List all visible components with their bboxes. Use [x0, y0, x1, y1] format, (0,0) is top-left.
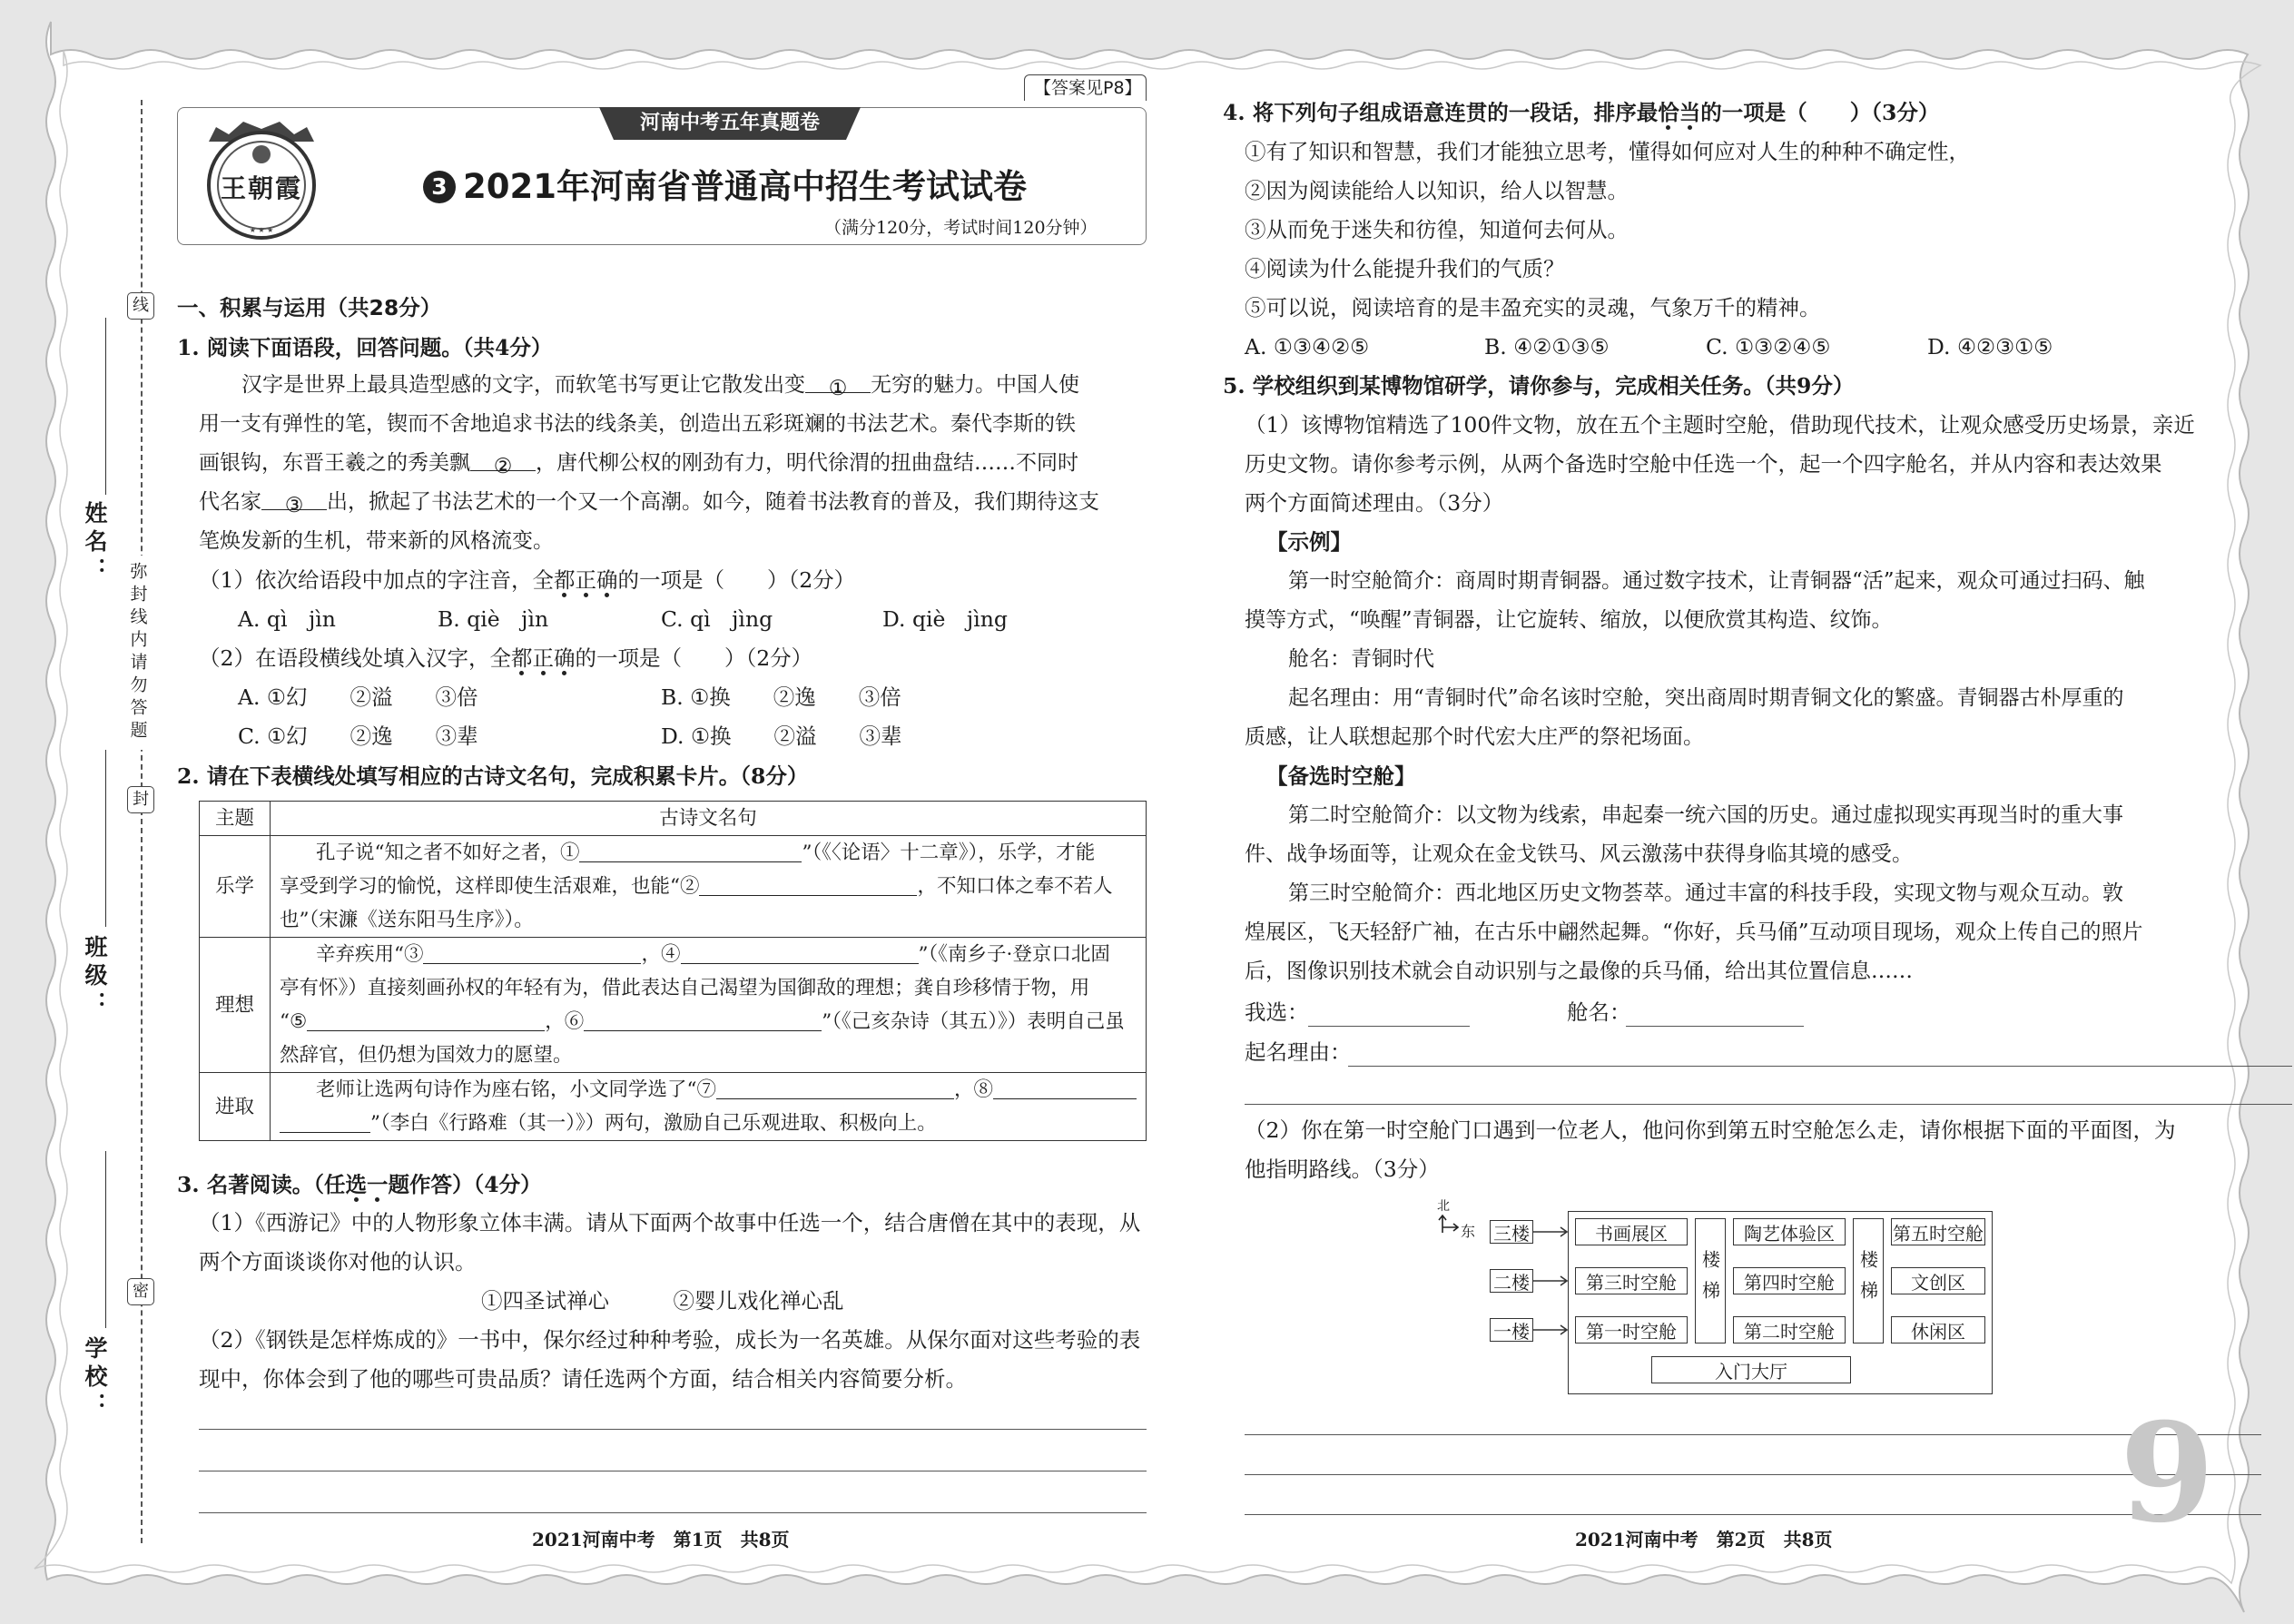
table-header-row — [200, 802, 1147, 836]
exam-subtitle: （满分120分，考试时间120分钟） — [824, 218, 1098, 238]
answer-line[interactable] — [199, 1512, 1147, 1513]
logo-text: 王朝霞 — [220, 173, 302, 203]
example-line: 摸等方式，“唤醒”青铜器，让它旋转、缩放，以便欣赏其构造、纹饰。 — [1245, 608, 1893, 632]
q1-stem: 1. 阅读下面语段，回答问题。（共4分） — [177, 335, 553, 360]
q5-sub1-line2: 历史文物。请你参考示例，从两个备选时空舱中任选一个，起一个四字舱名，并从内容和表达效果 — [1245, 451, 2162, 477]
page-footer: 2021河南中考 第1页 共8页 — [532, 1529, 790, 1550]
floor-plan — [1437, 1196, 2000, 1396]
q1-sub2-option-c[interactable]: C. ①幻 ②逸 ③辈 — [238, 723, 478, 749]
q1-sub2: （2）在语段横线处填入汉字，全都正确的一项是（ ）（2分） — [199, 645, 813, 671]
q3-stem: 3. 名著阅读。（任选一题作答）（4分） — [177, 1172, 542, 1197]
q4-sentence-1: ①有了知识和智慧，我们才能独立思考，懂得如何应对人生的种种不确定性， — [1245, 139, 1970, 164]
example-line: 质感，让人联想起那个时代宏大庄严的祭祀场面。 — [1245, 725, 1704, 749]
blank-poem-7[interactable] — [716, 1076, 954, 1099]
q1-sub1-option-c[interactable]: C. qì jìng — [661, 606, 773, 632]
svg-text:★ ★ ★: ★ ★ ★ — [249, 226, 274, 234]
q1-sub1-option-a[interactable]: A. qì jìn — [238, 606, 336, 632]
choose-label: 我选： — [1245, 999, 1309, 1025]
binding-mark-feng: 封 — [127, 786, 154, 813]
table-row — [200, 836, 1147, 938]
answer-line[interactable] — [1245, 1474, 2261, 1475]
room-pottery[interactable]: 陶艺体验区 — [1733, 1218, 1846, 1245]
reason-field[interactable] — [1348, 1066, 2292, 1067]
blank-poem-4[interactable] — [681, 940, 919, 964]
blank-poem-1[interactable] — [579, 839, 802, 862]
q4-option-a[interactable]: A. ①③④②⑤ — [1245, 334, 1370, 359]
answer-reference: 【答案见P8】 — [1024, 74, 1147, 101]
q1-sub2-option-a[interactable]: A. ①幻 ②溢 ③倍 — [238, 684, 478, 710]
theme-cell: 进取 — [200, 1073, 271, 1141]
q3-sub2-line1: （2）《钢铁是怎样炼成的》一书中，保尔经过种种考验，成长为一名英雄。从保尔面对这些考验的表 — [199, 1327, 1141, 1353]
room-gift-shop[interactable]: 文创区 — [1891, 1267, 1985, 1294]
binding-mark-mi: 密 — [127, 1278, 154, 1305]
publisher-logo — [192, 114, 330, 241]
example-line: 第一时空舱简介：商周时期青铜器。通过数字技术，让青铜器“活”起来，观众可通过扫码、触 — [1288, 569, 2145, 593]
name-label: 姓名： — [82, 501, 108, 586]
blank-poem-6[interactable] — [584, 1008, 822, 1031]
q4-sentence-5: ⑤可以说，阅读培育的是丰盈充实的灵魂，气象万千的精神。 — [1245, 295, 1821, 320]
q1-sub1-option-d[interactable]: D. qiè jìng — [882, 606, 1008, 632]
blank-poem-3[interactable] — [423, 940, 641, 964]
q3-sub1-line1: （1）《西游记》中的人物形象立体丰满。请从下面两个故事中任选一个，结合唐僧在其中的表现，从 — [199, 1210, 1141, 1235]
q4-option-d[interactable]: D. ④②③①⑤ — [1927, 334, 2053, 359]
q4-sentence-2: ②因为阅读能给人以知识，给人以智慧。 — [1245, 178, 1629, 203]
alternatives-heading: 【备选时空舱】 — [1266, 763, 1416, 789]
poem-cell: 辛弃疾用“③ ，④ ”（《南乡子·登京口北固 亭有怀》）直接刻画孙权的年轻有为，借此表达自己渴望为国御敌的理想；龚自珍移情于物，用 “⑤ ，⑥ ”（《己亥杂诗（其五）》）表明自己虽 然辞官，但仍想为国效力的愿望。 — [270, 938, 1146, 1073]
q5-sub2-line2: 他指明路线。（3分） — [1245, 1156, 1440, 1182]
q1-passage-line3: 画银钩，东晋王羲之的秀美飘 ② ，唐代柳公权的刚劲有力，明代徐渭的扭曲盘结……不同时 — [199, 444, 1078, 483]
q1-passage-line5: 笔焕发新的生机，带来新的风格流变。 — [199, 529, 554, 553]
stairs-right[interactable]: 楼梯 — [1853, 1218, 1884, 1343]
floor-arrows-icon — [1533, 1220, 1570, 1347]
blank-1[interactable]: ① — [805, 369, 871, 393]
blank-2[interactable]: ② — [470, 448, 536, 471]
poem-cell: 老师让选两句诗作为座右铭，小文同学选了“⑦ ，⑧ ”（李白《行路难（其一）》）两句，激励自己乐观进取、积极向上。 — [270, 1073, 1146, 1141]
q5-stem: 5. 学校组织到某博物馆研学，请你参与，完成相关任务。（共9分） — [1223, 373, 1855, 399]
example-line: 舱名：青铜时代 — [1288, 647, 1434, 671]
room-cabin-3[interactable]: 第三时空舱 — [1575, 1267, 1688, 1294]
floor-label-2: 二楼 — [1490, 1269, 1533, 1293]
title-text: 2021年河南省普通高中招生考试试卷 — [463, 167, 1027, 206]
blank-poem-8-start[interactable] — [993, 1076, 1137, 1099]
q5-sub2-line1: （2）你在第一时空舱门口遇到一位老人，他问你到第五时空舱怎么走，请你根据下面的平面图，为 — [1245, 1117, 2176, 1143]
right-page — [1147, 0, 2294, 1624]
blank-3[interactable]: ③ — [261, 487, 327, 510]
answer-line[interactable] — [1245, 1514, 2261, 1515]
q1-sub1: （1）依次给语段中加点的字注音，全都正确的一项是（ ）（2分） — [199, 567, 856, 593]
q1-passage-line4: 代名家 ③ 出，掀起了书法艺术的一个又一个高潮。如今，随着书法教育的普及，我们期待这支 — [199, 483, 1099, 522]
cabin-name-label: 舱名： — [1567, 999, 1631, 1025]
q2-stem: 2. 请在下表横线处填写相应的古诗文名句，完成积累卡片。（8分） — [177, 763, 809, 789]
choose-field[interactable] — [1308, 1026, 1470, 1027]
alternative-line: 煌展区，飞天轻舒广袖，在古乐中翩然起舞。“你好，兵马俑”互动项目现场，观众上传自己的照片 — [1245, 920, 2143, 944]
example-line: 起名理由：用“青铜时代”命名该时空舱，突出商周时期青铜文化的繁盛。青铜器古朴厚重的 — [1288, 686, 2124, 710]
exam-title — [423, 159, 1027, 208]
blank-poem-8-end[interactable] — [280, 1109, 370, 1133]
theme-cell: 乐学 — [200, 836, 271, 938]
series-label: 河南中考五年真题卷 — [639, 112, 820, 134]
binding-mark-xian: 线 — [127, 292, 154, 320]
page-number-watermark: 9 — [2120, 1393, 2215, 1553]
room-cabin-1[interactable]: 第一时空舱 — [1575, 1316, 1688, 1343]
compass-arrows-icon — [1437, 1213, 1459, 1235]
col-theme: 主题 — [200, 802, 271, 836]
q1-sub1-option-b[interactable]: B. qiè jìn — [438, 606, 549, 632]
compass-north: 北 — [1437, 1199, 1450, 1214]
room-cabin-2[interactable]: 第二时空舱 — [1733, 1316, 1846, 1343]
floor-label-3: 三楼 — [1490, 1220, 1533, 1244]
binding-note: 弥封线内请勿答题 — [118, 556, 158, 750]
table-row — [200, 938, 1147, 1073]
room-cabin-4[interactable]: 第四时空舱 — [1733, 1267, 1846, 1294]
col-poem: 古诗文名句 — [270, 802, 1146, 836]
page-footer: 2021河南中考 第2页 共8页 — [1575, 1529, 1833, 1550]
stairs-left[interactable]: 楼梯 — [1695, 1218, 1726, 1343]
school-field[interactable] — [105, 1151, 106, 1328]
q5-sub1-line3: 两个方面简述理由。（3分） — [1245, 490, 1504, 516]
poem-cell: 孔子说“知之者不如好之者，① ”（《〈论语〉十二章》），乐学，才能 享受到学习的愉悦，这样即使生活艰难，也能“② ，不知口体之奉不若人 也”（宋濂《送东阳马生序》）。 — [270, 836, 1146, 938]
table-row — [200, 1073, 1147, 1141]
q4-option-c[interactable]: C. ①③②④⑤ — [1706, 334, 1831, 359]
section-heading: 一、积累与运用（共28分） — [177, 295, 442, 320]
q1-passage-line1: 汉字是世界上最具造型感的文字，而软笔书写更让它散发出变 ① 无穷的魅力。中国人使 — [241, 366, 1079, 405]
q1-sub2-option-d[interactable]: D. ①换 ②溢 ③辈 — [661, 723, 902, 749]
reason-field[interactable] — [1245, 1104, 2292, 1105]
q1-passage-line2: 用一支有弹性的笔，锲而不舍地追求书法的线条美，创造出五彩斑斓的书法艺术。秦代李斯的铁 — [199, 412, 1076, 436]
q5-sub1-line1: （1）该博物馆精选了100件文物，放在五个主题时空舱，借助现代技术，让观众感受历史场景，亲近 — [1245, 412, 2195, 438]
q4-stem: 4. 将下列句子组成语意连贯的一段话，排序最恰当的一项是（ ）（3分） — [1223, 100, 1940, 125]
blank-poem-5[interactable] — [307, 1008, 545, 1031]
room-lounge[interactable]: 休闲区 — [1891, 1316, 1985, 1343]
alternative-line: 第二时空舱简介：以文物为线索，串起秦一统六国的历史。通过虚拟现实再现当时的重大事 — [1288, 803, 2123, 827]
name-field[interactable] — [105, 318, 106, 495]
example-heading: 【示例】 — [1266, 529, 1352, 555]
title-number-badge: 3 — [423, 171, 456, 203]
answer-line[interactable] — [199, 1429, 1147, 1430]
poem-card-table — [199, 801, 1147, 1141]
class-field[interactable] — [105, 750, 106, 927]
q3-sub2-line2: 现中，你体会到了他的哪些可贵品质？请任选两个方面，结合相关内容简要分析。 — [199, 1366, 967, 1392]
q3-stories: ①四圣试禅心 ②婴儿戏化禅心乱 — [481, 1288, 844, 1314]
room-calligraphy[interactable]: 书画展区 — [1575, 1218, 1688, 1245]
q3-sub1-line2: 两个方面谈谈你对他的认识。 — [199, 1249, 477, 1275]
room-cabin-5[interactable]: 第五时空舱 — [1891, 1218, 1985, 1245]
q4-sentence-4: ④阅读为什么能提升我们的气质？ — [1245, 256, 1565, 281]
alternative-line: 第三时空舱简介：西北地区历史文物荟萃。通过丰富的科技手段，实现文物与观众互动。敦 — [1288, 881, 2123, 905]
answer-line[interactable] — [1245, 1434, 2261, 1435]
q4-sentence-3: ③从而免于迷失和彷徨，知道何去何从。 — [1245, 217, 1629, 242]
reason-label: 起名理由： — [1245, 1039, 1352, 1065]
cabin-name-field[interactable] — [1626, 1026, 1804, 1027]
theme-cell: 理想 — [200, 938, 271, 1073]
floor-label-1: 一楼 — [1490, 1318, 1533, 1342]
room-lobby[interactable]: 入门大厅 — [1651, 1356, 1851, 1383]
alternative-line: 件、战争场面等，让观众在金戈铁马、风云激荡中获得身临其境的感受。 — [1245, 842, 1913, 866]
alternative-line: 后，图像识别技术就会自动识别与之最像的兵马俑，给出其位置信息…… — [1245, 960, 1913, 983]
blank-poem-2[interactable] — [699, 872, 917, 896]
q1-sub2-option-b[interactable]: B. ①换 ②逸 ③倍 — [661, 684, 901, 710]
class-label: 班级： — [82, 935, 108, 1019]
school-label: 学校： — [82, 1336, 108, 1421]
q4-option-b[interactable]: B. ④②①③⑤ — [1484, 334, 1610, 359]
compass-east: 东 — [1461, 1223, 1476, 1240]
